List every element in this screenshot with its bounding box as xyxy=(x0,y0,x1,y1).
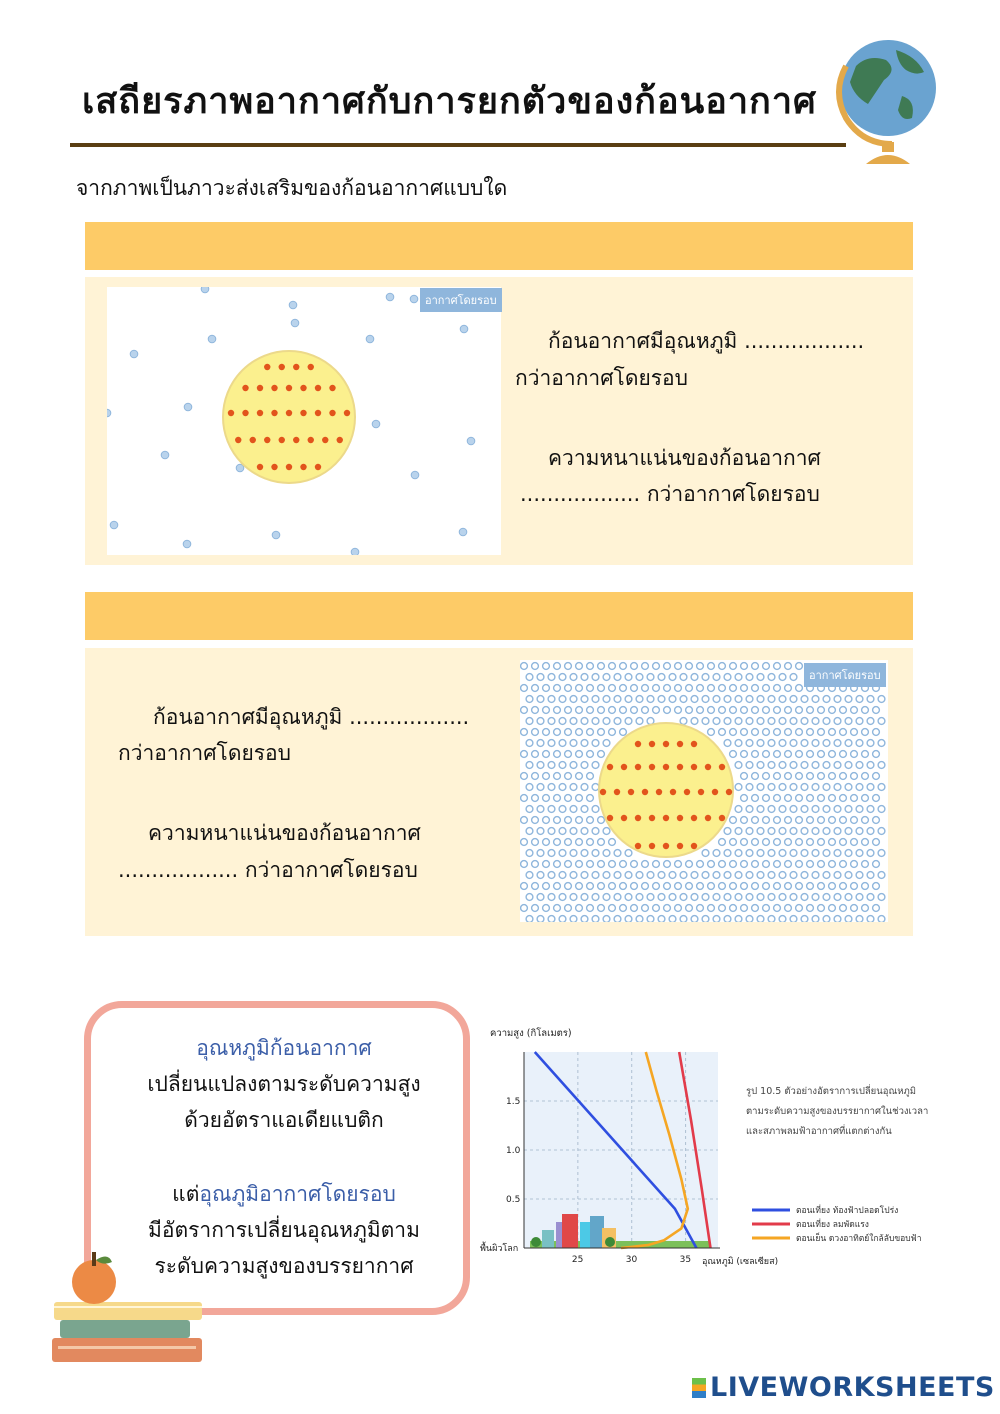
parcel-particle xyxy=(264,364,270,370)
legend-label: ตอนเที่ยง ลมพัดแรง xyxy=(796,1220,869,1230)
chart-caption-line: และสภาพลมฟ้าอากาศที่แตกต่างกัน xyxy=(746,1126,892,1137)
chart-y-axis-label: ความสูง (กิโลเมตร) xyxy=(490,1028,572,1039)
chart-x-axis-label: อุณหภูมิ (เซลเซียส) xyxy=(702,1257,779,1267)
s1-density-row xyxy=(520,476,820,512)
answer-band-1[interactable] xyxy=(85,222,913,270)
parcel-particle xyxy=(621,815,627,821)
s2-temp-suffix: กว่าอากาศโดยรอบ xyxy=(118,741,291,765)
parcel-particle xyxy=(329,410,335,416)
info-line-4-prefix: แต่ xyxy=(172,1182,200,1206)
parcel-particle xyxy=(635,815,641,821)
s1-temp-blank[interactable]: .................. xyxy=(744,329,865,353)
air-particle xyxy=(366,335,374,343)
chart-y-tick: 1.0 xyxy=(506,1146,521,1156)
info-line-4-highlight: อุณภูมิอากาศโดยรอบ xyxy=(199,1182,396,1206)
parcel-particle xyxy=(271,385,277,391)
air-particle xyxy=(107,409,111,417)
parcel-particle xyxy=(300,410,306,416)
parcel-particle xyxy=(677,843,683,849)
s1-temp-line xyxy=(548,323,864,359)
s2-density-blank[interactable]: .................. xyxy=(118,858,239,882)
parcel-particle xyxy=(635,741,641,747)
air-particle xyxy=(411,471,419,479)
parcel-particle xyxy=(705,764,711,770)
surrounding-air-tag: อากาศโดยรอบ xyxy=(804,663,886,687)
parcel-particle xyxy=(719,764,725,770)
parcel-particle xyxy=(663,843,669,849)
page-title: เสถียรภาพอากาศกับการยกตัวของก้อนอากาศ xyxy=(82,81,817,122)
parcel-particle xyxy=(293,437,299,443)
sparse-air-diagram xyxy=(107,287,501,555)
s2-temp-line xyxy=(153,699,469,735)
answer-band-2[interactable] xyxy=(85,592,913,640)
parcel-particle xyxy=(712,789,718,795)
air-particle xyxy=(201,287,209,293)
parcel-particle xyxy=(635,764,641,770)
parcel-particle xyxy=(322,437,328,443)
chart-caption-line: ตามระดับความสูงของบรรยากาศในช่วงเวลา xyxy=(746,1106,929,1117)
parcel-particle xyxy=(677,741,683,747)
s2-density-row xyxy=(118,852,418,888)
parcel-particle xyxy=(663,764,669,770)
parcel-particle xyxy=(257,410,263,416)
s2-density-line: ความหนาแน่นของก้อนอากาศ xyxy=(148,821,421,845)
parcel-particle xyxy=(649,741,655,747)
parcel-particle xyxy=(271,410,277,416)
parcel-particle xyxy=(279,437,285,443)
info-line-6: ระดับความสูงของบรรยากาศ xyxy=(154,1254,414,1278)
parcel-particle xyxy=(242,410,248,416)
books-apple-illustration xyxy=(50,1246,206,1366)
air-particle xyxy=(184,403,192,411)
parcel-particle xyxy=(691,741,697,747)
chart-caption xyxy=(746,1084,928,1137)
parcel-particle xyxy=(286,410,292,416)
air-particle xyxy=(289,301,297,309)
info-line-1: อุณหภูมิก้อนอากาศ xyxy=(196,1036,372,1060)
globe-icon xyxy=(828,26,940,166)
parcel-particle xyxy=(337,437,343,443)
air-particle xyxy=(183,540,191,548)
chart-x-tick: 35 xyxy=(679,1255,692,1265)
parcel-particle xyxy=(726,789,732,795)
parcel-particle xyxy=(300,464,306,470)
s1-temp-prefix: ก้อนอากาศมีอุณหภูมิ xyxy=(548,329,738,353)
parcel-particle xyxy=(329,385,335,391)
parcel-particle xyxy=(635,843,641,849)
s2-temp-prefix: ก้อนอากาศมีอุณหภูมิ xyxy=(153,705,343,729)
parcel-particle xyxy=(614,789,620,795)
chart-x-tick: 25 xyxy=(571,1255,584,1265)
parcel-particle xyxy=(242,385,248,391)
parcel-particle xyxy=(286,464,292,470)
parcel-particle xyxy=(656,789,662,795)
air-particle xyxy=(459,528,467,536)
lapse-rate-chart xyxy=(480,1016,960,1278)
parcel-particle xyxy=(235,437,241,443)
parcel-particle xyxy=(684,789,690,795)
parcel-particle xyxy=(344,410,350,416)
air-particle xyxy=(291,319,299,327)
parcel-particle xyxy=(677,815,683,821)
air-particle xyxy=(410,295,418,303)
question-text: จากภาพเป็นภาวะส่งเสริมของก้อนอากาศแบบใด xyxy=(76,176,508,200)
parcel-particle xyxy=(250,437,256,443)
parcel-particle xyxy=(257,464,263,470)
chart-caption-line: รูป 10.5 ตัวอย่างอัตราการเปลี่ยนอุณหภูมิ xyxy=(746,1086,917,1097)
air-particle xyxy=(351,548,359,555)
air-particle xyxy=(161,451,169,459)
parcel-particle xyxy=(698,789,704,795)
surrounding-air-tag: อากาศโดยรอบ xyxy=(420,288,502,312)
s2-temp-blank[interactable]: .................. xyxy=(349,705,470,729)
info-line-4 xyxy=(91,1178,477,1211)
air-particle xyxy=(208,335,216,343)
parcel-particle xyxy=(257,385,263,391)
info-line-2: เปลี่ยนแปลงตามระดับความสูง xyxy=(147,1072,421,1096)
parcel-particle xyxy=(628,789,634,795)
parcel-particle xyxy=(649,815,655,821)
parcel-particle xyxy=(300,385,306,391)
parcel-particle xyxy=(293,364,299,370)
parcel-particle xyxy=(315,464,321,470)
chart-x-tick: 30 xyxy=(625,1255,638,1265)
parcel-particle xyxy=(607,764,613,770)
info-line-3: ด้วยอัตราแอเดียแบติก xyxy=(184,1108,384,1132)
parcel-particle xyxy=(677,764,683,770)
air-particle xyxy=(272,531,280,539)
parcel-particle xyxy=(663,741,669,747)
parcel-particle xyxy=(719,815,725,821)
s2-density-suffix: กว่าอากาศโดยรอบ xyxy=(244,858,418,882)
brand-icon xyxy=(692,1378,706,1398)
parcel-particle xyxy=(642,789,648,795)
s1-density-line: ความหนาแน่นของก้อนอากาศ xyxy=(548,446,821,470)
title-divider xyxy=(70,143,846,147)
parcel-particle xyxy=(264,437,270,443)
air-particle xyxy=(110,521,118,529)
parcel-particle xyxy=(315,385,321,391)
air-particle xyxy=(460,325,468,333)
parcel-particle xyxy=(279,364,285,370)
dense-air-diagram xyxy=(520,660,888,922)
info-line-5: มีอัตราการเปลี่ยนอุณหภูมิตาม xyxy=(148,1218,420,1242)
parcel-particle xyxy=(600,789,606,795)
parcel-particle xyxy=(705,815,711,821)
parcel-particle xyxy=(691,843,697,849)
s1-density-blank[interactable]: .................. xyxy=(520,482,641,506)
air-particle xyxy=(372,420,380,428)
parcel-particle xyxy=(691,764,697,770)
chart-ground-label: พื้นผิวโลก xyxy=(480,1244,519,1254)
parcel-particle xyxy=(649,843,655,849)
parcel-particle xyxy=(286,385,292,391)
parcel-particle xyxy=(691,815,697,821)
parcel-particle xyxy=(228,410,234,416)
parcel-particle xyxy=(663,815,669,821)
parcel-particle xyxy=(649,764,655,770)
chart-y-tick: 0.5 xyxy=(506,1195,521,1205)
parcel-particle xyxy=(607,815,613,821)
legend-label: ตอนเที่ยง ท้องฟ้าปลอดโปร่ง xyxy=(796,1206,899,1216)
parcel-particle xyxy=(308,364,314,370)
brand-text: LIVEWORKSHEETS xyxy=(710,1372,995,1403)
parcel-particle xyxy=(308,437,314,443)
parcel-particle xyxy=(621,764,627,770)
chart-y-tick: 1.5 xyxy=(506,1097,521,1107)
air-particle xyxy=(386,293,394,301)
s1-temp-suffix: กว่าอากาศโดยรอบ xyxy=(515,366,688,390)
legend-label: ตอนเย็น ดวงอาทิตย์ใกล้ลับขอบฟ้า xyxy=(796,1234,922,1244)
air-particle xyxy=(130,350,138,358)
parcel-particle xyxy=(271,464,277,470)
parcel-particle xyxy=(670,789,676,795)
s1-density-suffix: กว่าอากาศโดยรอบ xyxy=(646,482,820,506)
chart-legend xyxy=(752,1204,921,1244)
liveworksheets-logo xyxy=(692,1372,995,1403)
air-particle xyxy=(467,437,475,445)
parcel-particle xyxy=(315,410,321,416)
